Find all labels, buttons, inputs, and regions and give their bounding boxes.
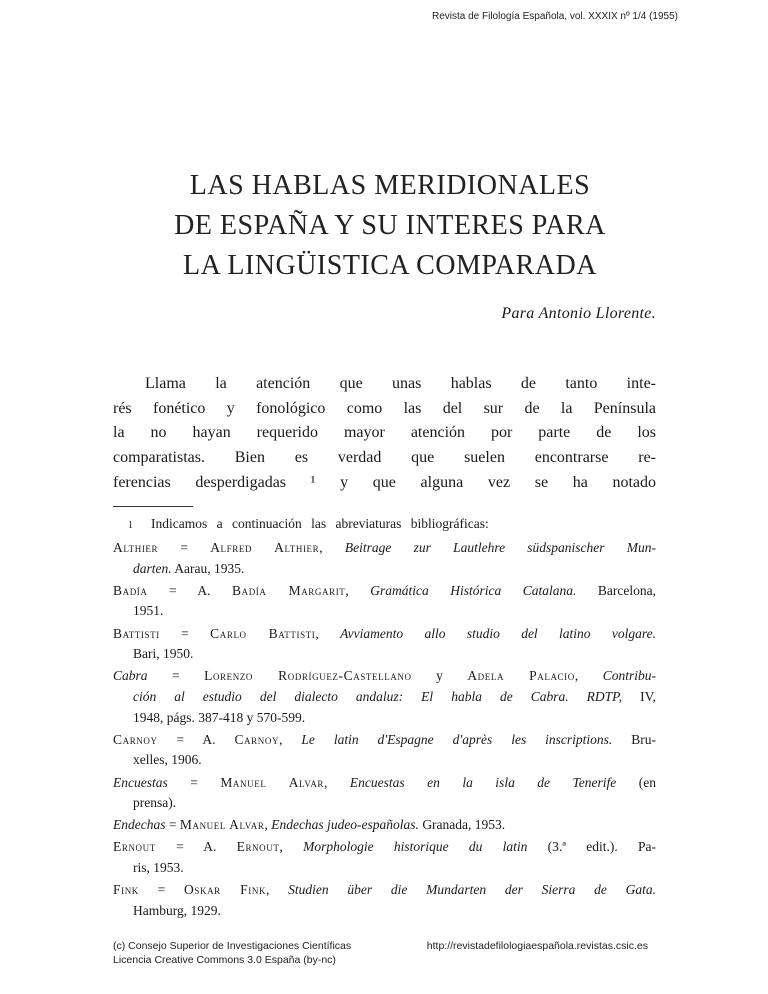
body-line: ferencias desperdigadas ¹ y que alguna vez se ha notado	[113, 473, 656, 491]
citation-text: =	[158, 540, 211, 555]
author-name: Manuel Alvar	[220, 774, 325, 790]
body-line: Llama la atención que unas hablas de tanto inte-	[145, 375, 656, 392]
citation-text: ,	[574, 668, 603, 684]
bibliography-entry	[113, 624, 656, 665]
bibliography-entry	[113, 581, 656, 622]
bibliography-line	[113, 687, 656, 708]
author-name: Carnoy	[113, 731, 158, 747]
footnote-divider	[113, 506, 193, 507]
bibliography-entry	[113, 666, 656, 728]
work-title: Studien über die Mundarten der Sierra de Gata.	[288, 882, 656, 898]
citation-text: ,	[345, 582, 371, 598]
citation-text: 1948, págs. 387-418 y 570-599.	[133, 709, 306, 725]
citation-text: ,	[266, 882, 289, 898]
bibliography-line	[113, 837, 656, 858]
citation-text: IV,	[622, 688, 656, 704]
citation-text: prensa).	[133, 795, 177, 811]
title-line: DE ESPAÑA Y SU INTERES PARA	[174, 210, 606, 241]
author-name: Althier	[113, 540, 159, 555]
work-title: Contribu-	[602, 668, 656, 684]
citation-text: = A.	[155, 839, 237, 855]
bibliography-line	[113, 624, 656, 645]
journal-citation-header: Revista de Filología Española, vol. XXXIX nº 1/4 (1955)	[431, 11, 678, 22]
citation-text: =	[159, 625, 211, 641]
citation-text: ,	[279, 839, 304, 855]
citation-text: ,	[264, 817, 272, 833]
work-title: darten.	[133, 560, 172, 576]
bibliography-line	[113, 730, 656, 751]
work-title: Endechas	[113, 817, 166, 833]
bibliography-line	[113, 880, 656, 901]
bibliography-line	[113, 538, 656, 559]
bibliography-entry	[113, 815, 656, 836]
author-name: Badía Margarit	[232, 582, 346, 598]
work-title: Le latin d'Espagne d'après les inscriptions.	[301, 731, 613, 747]
bibliography-line	[113, 901, 656, 922]
citation-text: =	[165, 817, 180, 833]
author-name: Carlo Battisti	[210, 625, 316, 641]
work-title: Encuestas en la isla de Tenerife	[349, 774, 617, 790]
work-title: Gramática Histórica Catalana.	[370, 582, 577, 598]
citation-text: Barcelona,	[576, 582, 656, 598]
citation-text: ,	[315, 625, 341, 641]
bibliography-line	[113, 815, 656, 836]
citation-text: (3.ª edit.). Pa-	[527, 839, 656, 855]
license-notice	[113, 939, 351, 967]
body-paragraph	[113, 372, 656, 496]
author-name: Badía	[113, 582, 148, 598]
author-name: Carnoy	[234, 731, 280, 747]
bibliography-line	[113, 559, 656, 580]
citation-text: =	[147, 668, 205, 684]
citation-text: Aarau, 1935.	[171, 560, 245, 576]
citation-text: Bru-	[612, 731, 656, 747]
author-name: Alfred Althier	[210, 540, 320, 555]
bibliography-line	[113, 750, 656, 771]
author-name: Manuel Alvar	[179, 817, 265, 833]
bibliography-entry	[113, 773, 656, 814]
citation-text: ,	[319, 540, 345, 555]
citation-text: =	[138, 882, 185, 898]
author-name: Fink	[113, 882, 139, 898]
work-title: Endechas judeo-españolas.	[271, 817, 419, 833]
author-name: Battisti	[113, 625, 160, 641]
article-title	[90, 166, 690, 286]
citation-text: =	[167, 774, 221, 790]
author-name: Lorenzo Rodríguez-Castellano	[204, 668, 412, 684]
bibliography-line	[113, 601, 656, 622]
bibliography-line	[113, 708, 656, 729]
work-title: Beitrage zur Lautlehre südspanischer Mun-	[344, 540, 657, 555]
bibliography-line	[113, 858, 656, 879]
license-line: (c) Consejo Superior de Investigaciones Científicas	[113, 940, 352, 952]
author-name: Adela Palacio	[467, 668, 575, 684]
dedication: Para Antonio Llorente.	[501, 305, 656, 322]
author-name: Ernout	[113, 839, 156, 855]
bibliography-line	[113, 666, 656, 687]
citation-text: 1951.	[133, 603, 164, 619]
bibliography-line	[113, 644, 656, 665]
author-name: Ernout	[236, 839, 280, 855]
citation-text: = A.	[147, 582, 232, 598]
work-title: Cabra	[113, 668, 148, 684]
work-title: ción al estudio del dialecto andaluz: El habla de Cabra. RDTP,	[133, 688, 623, 704]
title-line: LA LINGÜISTICA COMPARADA	[183, 250, 597, 281]
work-title: Morphologie historique du latin	[303, 839, 528, 855]
citation-text: ris, 1953.	[133, 860, 184, 876]
footnote-marker: 1	[128, 520, 133, 531]
citation-text: ,	[324, 774, 350, 790]
footnote-text: Indicamos a continuación las abreviaturas bibliográficas:	[151, 516, 489, 531]
citation-text: Granada, 1953.	[418, 817, 506, 833]
bibliography-entry	[113, 880, 656, 921]
journal-url-link[interactable]: http://revistadefilologiaespañola.revistas.csic.es	[426, 940, 648, 952]
body-line: rés fonético y fonológico como las del sur de la Península	[113, 399, 656, 417]
citation-text: Bari, 1950.	[133, 646, 194, 662]
license-line: Licencia Creative Commons 3.0 España (by-nc)	[113, 954, 336, 966]
citation-text: ,	[279, 731, 302, 747]
work-title: Avviamento allo studio del latino volgare.	[340, 625, 657, 641]
title-line: LAS HABLAS MERIDIONALES	[189, 170, 591, 201]
citation-text: (en	[616, 774, 656, 790]
citation-text: xelles, 1906.	[133, 752, 202, 768]
citation-text: = A.	[157, 731, 235, 747]
bibliography-entry	[113, 837, 656, 878]
author-name: Oskar Fink	[184, 882, 267, 898]
bibliography-entry	[113, 730, 656, 771]
bibliography-line	[113, 793, 656, 814]
body-line: la no hayan requerido mayor atención por parte de los	[113, 424, 656, 442]
citation-text: Hamburg, 1929.	[133, 902, 221, 918]
work-title: Encuestas	[113, 774, 168, 790]
bibliography-list	[113, 538, 656, 923]
citation-text: y	[411, 668, 468, 684]
body-line: comparatistas. Bien es verdad que suelen encontrarse re-	[113, 449, 656, 467]
bibliography-line	[113, 773, 656, 794]
footnote	[128, 516, 656, 532]
bibliography-entry	[113, 538, 656, 579]
bibliography-line	[113, 581, 656, 602]
